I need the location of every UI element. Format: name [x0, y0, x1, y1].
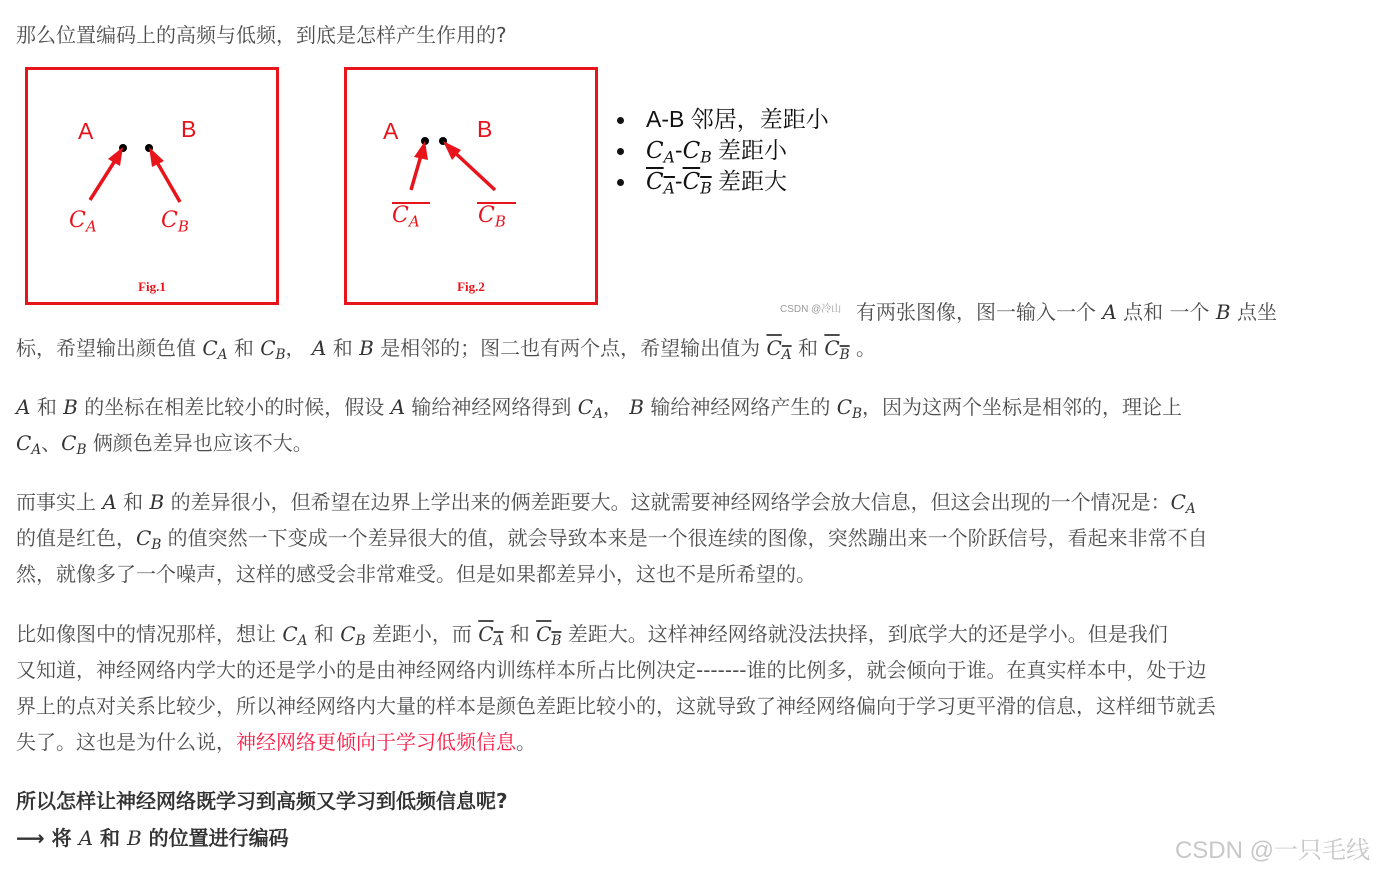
intro-text: 那么位置编码上的高频与低频，到底是怎样产生作用的? — [16, 23, 507, 47]
p4-line-1: 比如像图中的情况那样，想让 $C_A$ 和 $C_B$ 差距小，而 $C_A$ 和 $C_B$ 差距大。这样神经网络就没法抉择，到底学大的还是学小。但是我们 — [16, 622, 1168, 649]
question-heading: 所以怎样让神经网络既学习到高频又学习到低频信息呢? — [16, 789, 508, 813]
fig2-label-a: A — [383, 118, 399, 144]
p4-line-4: 失了。这也是为什么说，神经网络更倾向于学习低频信息。 — [16, 730, 536, 754]
fig2-label-cb-bar: $C_B$ — [478, 203, 506, 231]
figure-2 — [344, 67, 598, 305]
bullet-item-1: A-B 邻居，差距小 — [614, 104, 829, 135]
fig1-label-ca: $C_A$ — [69, 208, 97, 236]
p3-line-2: 的值是红色，$C_B$ 的值突然一下变成一个差异很大的值，就会导致本来是一个很连续的图像，突然蹦出来一个阶跃信号，看起来非常不自 — [16, 526, 1208, 553]
fig2-label-ca-bar: $C_A$ — [392, 203, 420, 231]
fig1-label-cb: $C_B$ — [161, 208, 189, 236]
fig1-label-a: A — [78, 118, 94, 144]
long-arrow-icon: ⟶ — [16, 826, 45, 850]
csdn-watermark: CSDN @一只毛线 — [1174, 837, 1370, 864]
p1-line-2: 标，希望输出颜色值 $C_A$ 和 $C_B$， A 和 B 是相邻的；图二也有两个点，希望输出值为 $C_A$ 和 $C_B$ 。 — [16, 336, 877, 363]
p3-line-3: 然，就像多了一个噪声，这样的感受会非常难受。但是如果都差异小，这也不是所希望的。 — [16, 562, 816, 586]
image-watermark: CSDN @冷山 — [780, 304, 842, 315]
figure-1 — [25, 67, 279, 305]
bullet-list — [614, 104, 829, 197]
p4-line-3: 界上的点对关系比较少，所以神经网络内大量的样本是颜色差距比较小的，这就导致了神经网络偏向于学习更平滑的信息，这样细节就丢 — [16, 694, 1216, 718]
answer-line: ⟶ 将 A 和 B 的位置进行编码 — [16, 826, 289, 850]
bullet-item-2: $C_A-C_B$ 差距小 — [614, 135, 829, 166]
p1-line-1: 有两张图像，图一输入一个 A 点和 一个 B 点坐 — [856, 300, 1277, 324]
bullet-item-3: $C_A-C_B$ 差距大 — [614, 166, 829, 197]
fig2-caption: Fig.2 — [457, 279, 485, 294]
figure-1-arrows — [28, 70, 276, 302]
fig1-caption: Fig.1 — [138, 279, 166, 294]
p2-line-1: A 和 B 的坐标在相差比较小的时候，假设 A 输给神经网络得到 $C_A$， B 输给神经网络产生的 $C_B$，因为这两个坐标是相邻的，理论上 — [16, 395, 1182, 422]
p2-line-2: $C_A$、$C_B$ 俩颜色差异也应该不大。 — [16, 431, 313, 458]
p4-line-2: 又知道，神经网络内学大的还是学小的是由神经网络内训练样本所占比例决定-------谁的比例多，就会倾向于谁。在真实样本中，处于边 — [16, 658, 1207, 682]
fig1-label-b: B — [181, 116, 197, 142]
p3-line-1: 而事实上 A 和 B 的差异很小，但希望在边界上学出来的俩差距要大。这就需要神经网络学会放大信息，但这会出现的一个情况是：$C_A$ — [16, 490, 1196, 517]
fig2-label-b: B — [477, 116, 493, 142]
figure-2-arrows — [347, 70, 595, 302]
highlight-low-frequency: 神经网络更倾向于学习低频信息 — [236, 730, 516, 754]
